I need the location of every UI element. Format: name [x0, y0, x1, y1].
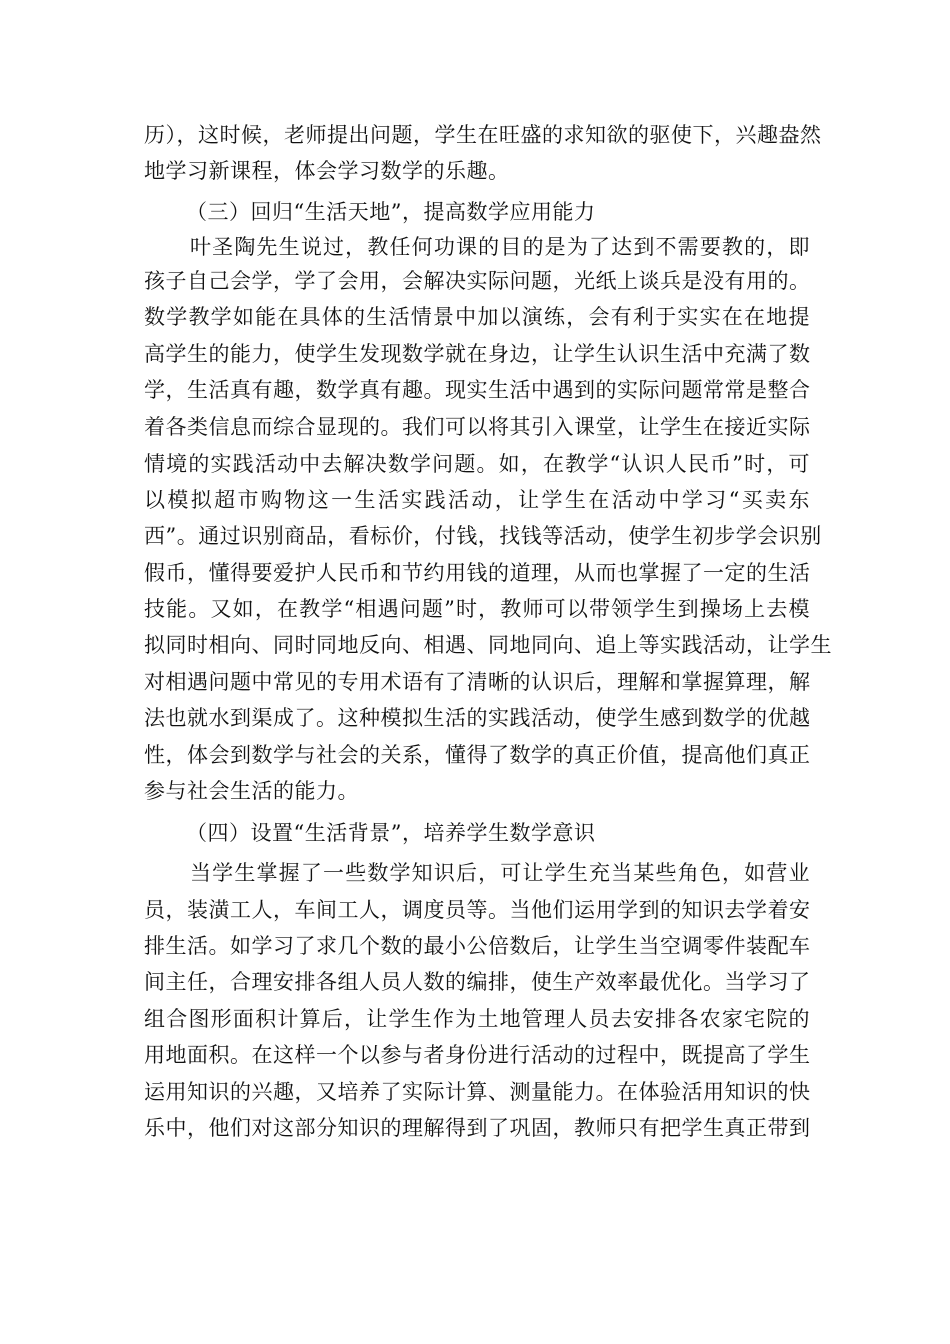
text-line: 情境的实践活动中去解决数学问题。如，在教学“认识人民币”时，可: [144, 452, 810, 476]
text-line: 高学生的能力，使学生发现数学就在身边，让学生认识生活中充满了数: [144, 342, 811, 366]
text-line: 数学教学如能在具体的生活情景中加以演练，会有利于实实在在地提: [144, 305, 810, 329]
text-line: 间主任，合理安排各组人员人数的编排，使生产效率最优化。当学习了: [144, 970, 811, 994]
text-line: 着各类信息而综合显现的。我们可以将其引入课堂，让学生在接近实际: [144, 415, 811, 439]
text-line: 叶圣陶先生说过，教任何功课的目的是为了达到不需要教的，即: [190, 235, 810, 259]
text-line: 拟同时相向、同时同地反向、相遇、同地同向、追上等实践活动，让学生: [144, 633, 832, 657]
section-heading: （四）设置“生活背景”，培养学生数学意识: [186, 821, 596, 845]
text-line: 当学生掌握了一些数学知识后，可让学生充当某些角色，如营业: [190, 861, 810, 885]
text-line: 假币，懂得要爱护人民币和节约用钱的道理，从而也掌握了一定的生活: [144, 561, 811, 585]
text-line: 乐中，他们对这部分知识的理解得到了巩固，教师只有把学生真正带到: [144, 1116, 811, 1140]
text-line: 历），这时候，老师提出问题，学生在旺盛的求知欲的驱使下，兴趣盎然: [144, 123, 822, 147]
text-line: 组合图形面积计算后，让学生作为土地管理人员去安排各农家宅院的: [144, 1007, 810, 1031]
text-line: 对相遇问题中常见的专用术语有了清晰的认识后，理解和掌握算理，解: [144, 670, 811, 694]
text-line: 员，装潢工人，车间工人，调度员等。当他们运用学到的知识去学着安: [144, 898, 811, 922]
text-line: 以模拟超市购物这一生活实践活动，让学生在活动中学习“买卖东: [144, 488, 810, 512]
section-heading: （三）回归“生活天地”，提高数学应用能力: [186, 200, 596, 224]
text-line: 学，生活真有趣，数学真有趣。现实生活中遇到的实际问题常常是整合: [144, 378, 811, 402]
text-line: 技能。又如，在教学“相遇问题”时，教师可以带领学生到操场上去模: [144, 597, 810, 621]
text-line: 运用知识的兴趣，又培养了实际计算、测量能力。在体验活用知识的快: [144, 1080, 811, 1104]
text-line: 用地面积。在这样一个以参与者身份进行活动的过程中，既提高了学生: [144, 1043, 811, 1067]
text-line: 孩子自己会学，学了会用，会解决实际问题，光纸上谈兵是没有用的。: [144, 269, 811, 293]
text-line: 性，体会到数学与社会的关系，懂得了数学的真正价值，提高他们真正: [144, 743, 811, 767]
text-line: 排生活。如学习了求几个数的最小公倍数后，让学生当空调零件装配车: [144, 934, 811, 958]
text-line: 法也就水到渠成了。这种模拟生活的实践活动，使学生感到数学的优越: [144, 706, 811, 730]
text-line: 地学习新课程，体会学习数学的乐趣。: [144, 159, 510, 183]
text-line: 西”。通过识别商品，看标价，付钱，找钱等活动，使学生初步学会识别: [144, 524, 822, 548]
text-line: 参与社会生活的能力。: [144, 779, 359, 803]
